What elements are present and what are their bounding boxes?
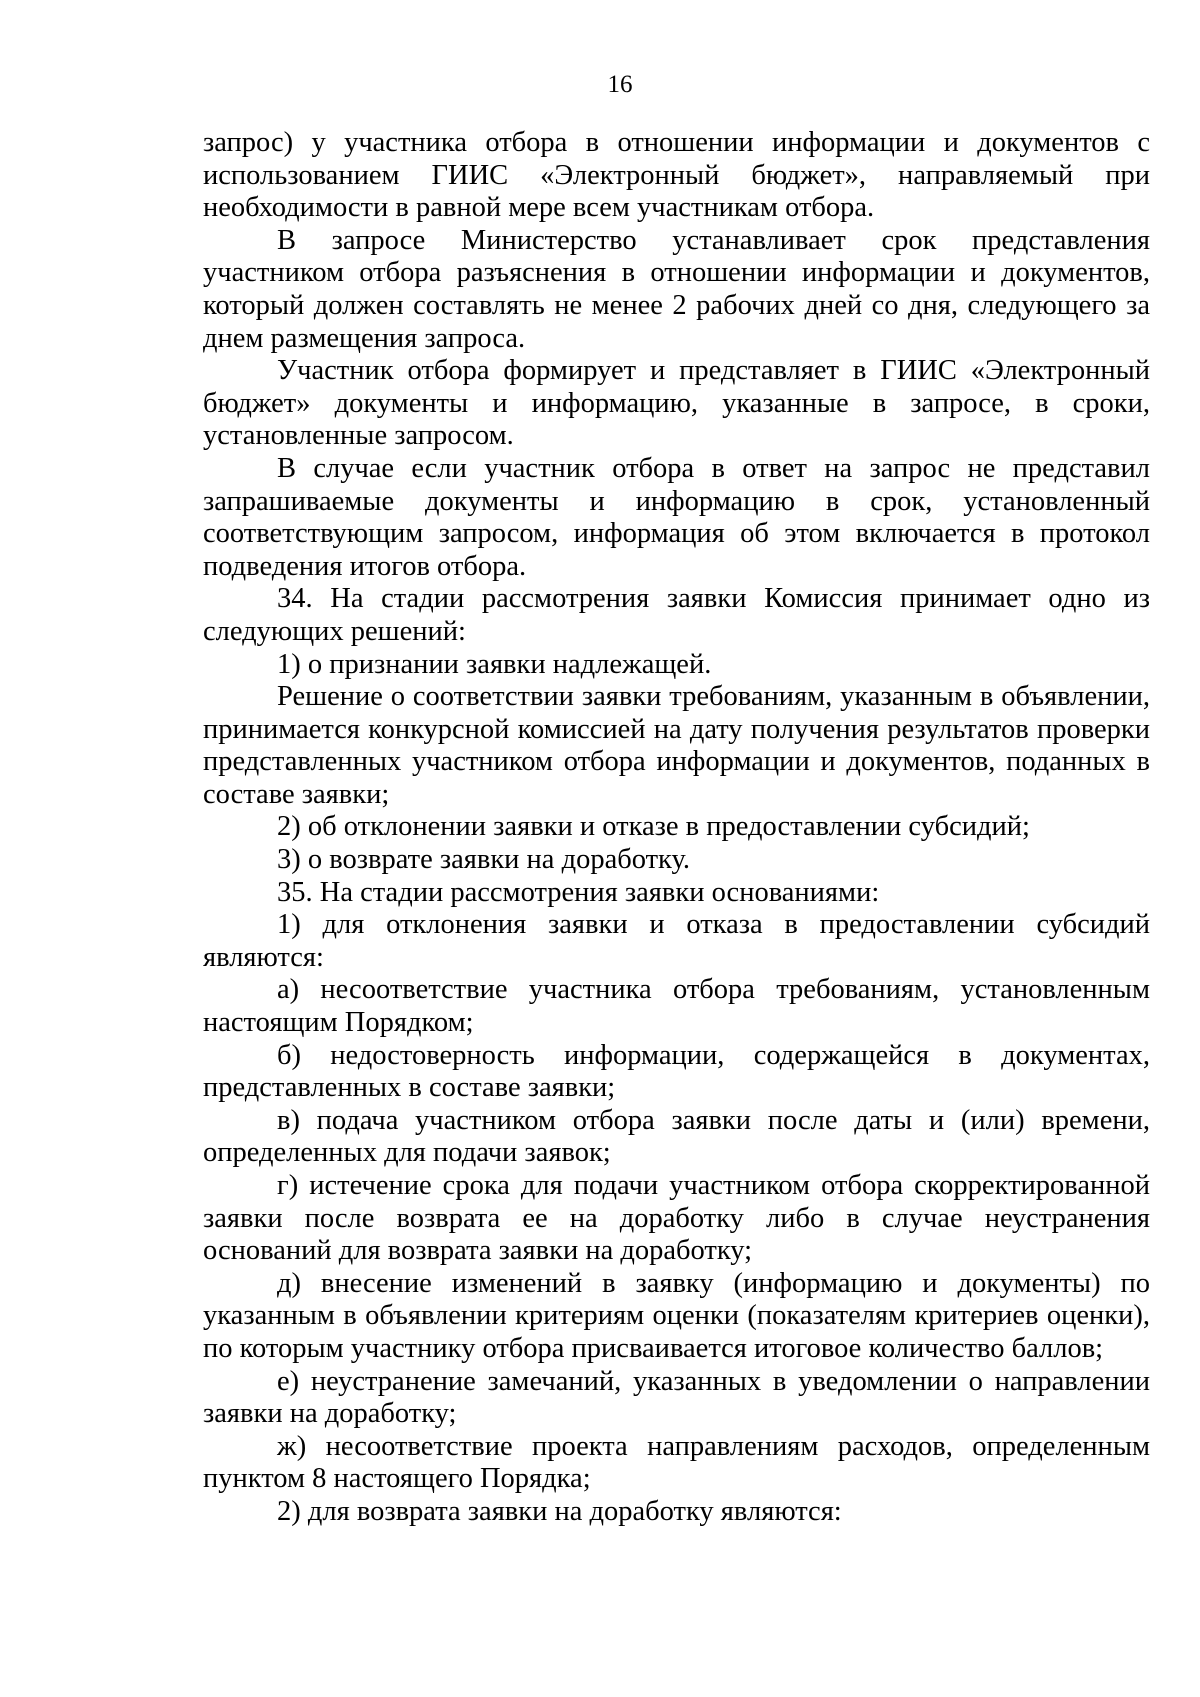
paragraph-item-35-1-e: е) неустранение замечаний, указанных в уведомлении о направлении заявки на доработку; [203,1365,1150,1430]
paragraph-item-34-2: 2) об отклонении заявки и отказе в предоставлении субсидий; [277,811,1030,843]
paragraph-item-35: 35. На стадии рассмотрения заявки основаниями: [277,876,880,908]
paragraph-failure-to-submit: В случае если участник отбора в ответ на запрос не представил запрашиваемые документы и информацию в срок, установленный соответствующим запросом, информация об этом включается в протокол подведения итогов отбора. [203,452,1150,582]
paragraph-item-35-1-a: а) несоответствие участника отбора требованиям, установленным настоящим Порядком; [203,974,1150,1039]
paragraph-item-34-1: 1) о признании заявки надлежащей. [277,648,712,680]
document-body [203,127,1150,1529]
paragraph-item-35-1-g: г) истечение срока для подачи участником отбора скорректированной заявки после возврата ее на доработку либо в случае неустранения оснований для возврата заявки на доработку; [203,1170,1150,1267]
paragraph-request-continuation: запрос) у участника отбора в отношении информации и документов с использованием ГИИС «Электронный бюджет», направляемый при необходимости в равной мере всем участникам отбора. [203,127,1150,224]
paragraph-item-35-1-d: д) внесение изменений в заявку (информацию и документы) по указанным в объявлении критериям оценки (показателям критериев оценки), по которым участнику отбора присваивается итоговое количество баллов; [203,1267,1150,1364]
paragraph-item-35-2: 2) для возврата заявки на доработку являются: [277,1495,842,1527]
paragraph-item-35-1-v: в) подача участником отбора заявки после даты и (или) времени, определенных для подачи заявок; [203,1104,1150,1169]
paragraph-item-34-3: 3) о возврате заявки на доработку. [277,844,691,876]
paragraph-compliance-decision: Решение о соответствии заявки требованиям, указанным в объявлении, принимается конкурсной комиссией на дату получения результатов проверки представленных участником отбора информации и документов, поданных в составе заявки; [203,681,1150,810]
paragraph-item-34: 34. На стадии рассмотрения заявки Комиссия принимает одно из следующих решений: [203,583,1150,647]
paragraph-item-35-1-b: б) недостоверность информации, содержащейся в документах, представленных в составе заявки; [203,1039,1150,1104]
paragraph-item-35-1: 1) для отклонения заявки и отказа в предоставлении субсидий являются: [203,909,1150,973]
paragraph-participant-submits: Участник отбора формирует и представляет в ГИИС «Электронный бюджет» документы и информацию, указанные в запросе, в сроки, установленные запросом. [203,355,1150,452]
paragraph-clarification-deadline: В запросе Министерство устанавливает срок представления участником отбора разъяснения в отношении информации и документов, который должен составлять не менее 2 рабочих дней со дня, следующего за днем размещения запроса. [203,224,1150,354]
paragraph-item-35-1-zh: ж) несоответствие проекта направлениям расходов, определенным пунктом 8 настоящего Порядка; [203,1430,1150,1495]
page-number: 16 [607,71,633,98]
